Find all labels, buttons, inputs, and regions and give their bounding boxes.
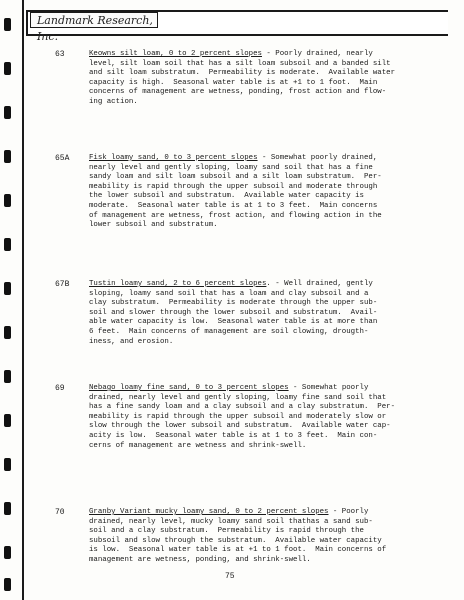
binder-hole bbox=[4, 282, 11, 295]
entry-line: acity is low. Seasonal water table is at 1 to 3 feet. Main con- bbox=[89, 431, 378, 440]
binder-hole bbox=[4, 194, 11, 207]
entry-description bbox=[89, 384, 429, 451]
map-unit-code: 63 bbox=[55, 50, 65, 59]
entry-title: Fisk loamy sand, 0 to 3 percent slopes bbox=[89, 154, 258, 162]
entry-line: iness, and erosion. bbox=[89, 337, 174, 346]
entry-line: lower subsoil and substratum. bbox=[89, 221, 218, 230]
entry-line: cerns of management are wetness and shrink-swell. bbox=[89, 441, 307, 450]
entry-line: sloping, loamy sand soil that has a loam and clay subsoil and a bbox=[89, 289, 369, 298]
entry-line: moderate. Seasonal water table is at 1 to 3 feet. Main concerns bbox=[89, 201, 378, 210]
entry-line: management are wetness, ponding, and shrink-swell. bbox=[89, 555, 311, 564]
entry-line: - Poorly bbox=[328, 508, 369, 516]
binder-hole bbox=[4, 546, 11, 559]
entry-line: able water capacity is low. Seasonal water table is at more than bbox=[89, 318, 378, 327]
binder-hole bbox=[4, 414, 11, 427]
entry-line: of management are wetness, frost action, and flowing action in the bbox=[89, 211, 382, 220]
entry-line: drained, nearly level, mucky loamy sand soil thathas a sand sub- bbox=[89, 517, 373, 526]
map-unit-code: 67B bbox=[55, 280, 70, 289]
entry-line: meability is rapid through the upper subsoil and moderately slow or bbox=[89, 412, 387, 421]
page-left-rule bbox=[22, 0, 24, 600]
entry-description bbox=[89, 508, 429, 566]
binder-hole bbox=[4, 106, 11, 119]
entry-title: Granby Variant mucky loamy sand, 0 to 2 percent slopes bbox=[89, 508, 329, 516]
entry-line: ing action. bbox=[89, 97, 138, 106]
map-unit-code: 65A bbox=[55, 154, 70, 163]
entry-line: the lower subsoil and substratum. Available water capacity is bbox=[89, 192, 364, 201]
entry-line: subsoil and slow through the substratum. Available water capacity bbox=[89, 536, 382, 545]
entry-line: soil and slower through the lower subsoil and substratum. Avail- bbox=[89, 308, 378, 317]
entry-line: concerns of management are wetness, ponding, frost action and flow- bbox=[89, 88, 387, 97]
entry-line: - Somewhat poorly drained, bbox=[257, 154, 378, 162]
binder-hole bbox=[4, 18, 11, 31]
entry-line: sandy loam and silt loam subsoil and a silt loam substratum. Per- bbox=[89, 173, 382, 182]
map-unit-code: 70 bbox=[55, 508, 65, 517]
entry-line: slow through the lower subsoil and substratum. Available water cap- bbox=[89, 422, 391, 431]
entry-title: Keowns silt loam, 0 to 2 percent slopes bbox=[89, 50, 262, 58]
binder-hole bbox=[4, 238, 11, 251]
entry-description bbox=[89, 50, 429, 108]
page-number: 75 bbox=[225, 572, 235, 581]
entry-line: - Somewhat poorly bbox=[288, 384, 369, 392]
entry-line: drained, nearly level and gently sloping, loamy fine sand soil that bbox=[89, 393, 387, 402]
entry-line: is low. Seasonal water table is at +1 to 1 foot. Main concerns of bbox=[89, 546, 387, 555]
binder-holes bbox=[4, 0, 14, 600]
entry-line: and silt loam substratum. Permeability is moderate. Available water bbox=[89, 69, 396, 78]
entry-line: 6 feet. Main concerns of management are soil clowing, drougth- bbox=[89, 327, 369, 336]
entry-description bbox=[89, 154, 429, 231]
binder-hole bbox=[4, 370, 11, 383]
entry-line: . - Well drained, gently bbox=[266, 280, 373, 288]
entry-line: clay substratum. Permeability is moderate through the upper sub- bbox=[89, 299, 378, 308]
entry-line: capacity is high. Seasonal water table is at +1 to 1 foot. Main bbox=[89, 78, 378, 87]
binder-hole bbox=[4, 62, 11, 75]
entry-line: soil and a clay substratum. Permeability is rapid through the bbox=[89, 527, 364, 536]
binder-hole bbox=[4, 458, 11, 471]
binder-hole bbox=[4, 326, 11, 339]
company-stamp: Landmark Research, Inc. bbox=[30, 12, 158, 28]
entry-line: level, silt loam soil that has a silt loam subsoil and a banded silt bbox=[89, 59, 391, 68]
binder-hole bbox=[4, 578, 11, 591]
entry-title: Nebago loamy fine sand, 0 to 3 percent slopes bbox=[89, 384, 289, 392]
entry-title: Tustin loamy sand, 2 to 6 percent slopes bbox=[89, 280, 267, 288]
entry-line: meability is rapid through the upper subsoil and moderate through bbox=[89, 182, 378, 191]
entry-line: - Poorly drained, nearly bbox=[261, 50, 373, 58]
entry-line: nearly level and gently sloping, loamy sand soil that has a fine bbox=[89, 163, 373, 172]
entry-description bbox=[89, 280, 429, 347]
binder-hole bbox=[4, 502, 11, 515]
entry-line: has a fine sandy loam and a clay subsoil and a clay substratum. Per- bbox=[89, 403, 396, 412]
binder-hole bbox=[4, 150, 11, 163]
map-unit-code: 69 bbox=[55, 384, 65, 393]
